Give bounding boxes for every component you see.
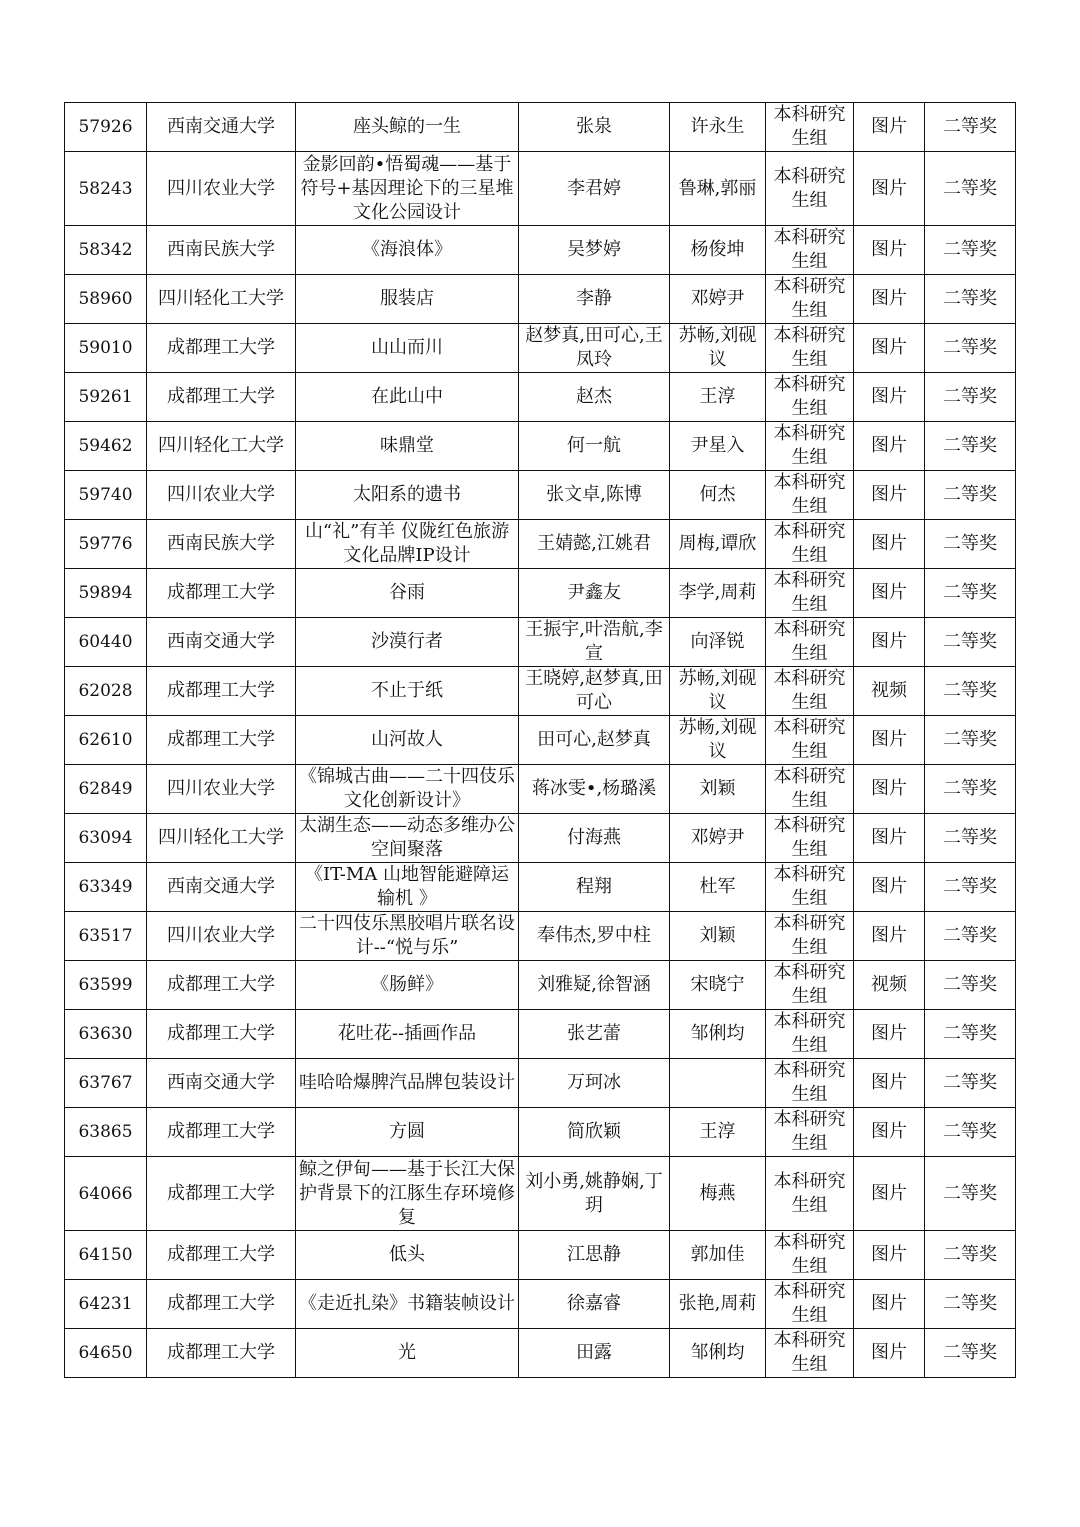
table-row — [65, 226, 1016, 275]
authors-cell: 田可心,赵梦真 — [519, 716, 670, 765]
group-cell: 本科研究生组 — [766, 1280, 854, 1329]
table-row — [65, 1059, 1016, 1108]
authors-cell: 徐嘉睿 — [519, 1280, 670, 1329]
award-cell: 二等奖 — [925, 422, 1016, 471]
advisor-cell: 刘颖 — [670, 765, 766, 814]
award-cell: 二等奖 — [925, 324, 1016, 373]
group-cell: 本科研究生组 — [766, 912, 854, 961]
school-cell: 四川农业大学 — [147, 912, 296, 961]
award-cell: 二等奖 — [925, 863, 1016, 912]
table-row — [65, 1329, 1016, 1378]
work-type-cell: 视频 — [854, 961, 925, 1010]
work-type-cell: 图片 — [854, 471, 925, 520]
work-type-cell: 图片 — [854, 324, 925, 373]
authors-cell: 程翔 — [519, 863, 670, 912]
work-title-cell: 山山而川 — [296, 324, 519, 373]
work-type-cell: 图片 — [854, 373, 925, 422]
group-cell: 本科研究生组 — [766, 961, 854, 1010]
award-cell: 二等奖 — [925, 618, 1016, 667]
award-cell: 二等奖 — [925, 1280, 1016, 1329]
school-cell: 四川农业大学 — [147, 765, 296, 814]
advisor-cell: 邹俐均 — [670, 1329, 766, 1378]
advisor-cell: 苏畅,刘砚议 — [670, 324, 766, 373]
authors-cell: 江思静 — [519, 1231, 670, 1280]
authors-cell: 李君婷 — [519, 152, 670, 226]
group-cell: 本科研究生组 — [766, 667, 854, 716]
authors-cell: 何一航 — [519, 422, 670, 471]
authors-cell: 王振宇,叶浩航,李宣 — [519, 618, 670, 667]
advisor-cell: 王淳 — [670, 373, 766, 422]
advisor-cell: 周梅,谭欣 — [670, 520, 766, 569]
advisor-cell: 苏畅,刘砚议 — [670, 667, 766, 716]
entry-id-cell: 58960 — [65, 275, 147, 324]
group-cell: 本科研究生组 — [766, 422, 854, 471]
work-title-cell: 不止于纸 — [296, 667, 519, 716]
group-cell: 本科研究生组 — [766, 226, 854, 275]
table-row — [65, 912, 1016, 961]
school-cell: 成都理工大学 — [147, 961, 296, 1010]
work-type-cell: 图片 — [854, 1157, 925, 1231]
work-title-cell: 方圆 — [296, 1108, 519, 1157]
authors-cell: 尹鑫友 — [519, 569, 670, 618]
work-title-cell: 鲸之伊甸——基于长江大保护背景下的江豚生存环境修复 — [296, 1157, 519, 1231]
work-type-cell: 图片 — [854, 1108, 925, 1157]
school-cell: 成都理工大学 — [147, 667, 296, 716]
school-cell: 成都理工大学 — [147, 324, 296, 373]
entry-id-cell: 59776 — [65, 520, 147, 569]
advisor-cell: 何杰 — [670, 471, 766, 520]
school-cell: 成都理工大学 — [147, 716, 296, 765]
award-table — [64, 102, 1016, 1378]
table-row — [65, 1108, 1016, 1157]
work-title-cell: 《走近扎染》书籍装帧设计 — [296, 1280, 519, 1329]
school-cell: 西南交通大学 — [147, 103, 296, 152]
authors-cell: 刘小勇,姚静娴,丁玥 — [519, 1157, 670, 1231]
award-cell: 二等奖 — [925, 373, 1016, 422]
table-row — [65, 103, 1016, 152]
school-cell: 成都理工大学 — [147, 1280, 296, 1329]
entry-id-cell: 63517 — [65, 912, 147, 961]
authors-cell: 付海燕 — [519, 814, 670, 863]
work-type-cell: 图片 — [854, 275, 925, 324]
school-cell: 四川轻化工大学 — [147, 275, 296, 324]
entry-id-cell: 59740 — [65, 471, 147, 520]
award-cell: 二等奖 — [925, 667, 1016, 716]
school-cell: 西南民族大学 — [147, 226, 296, 275]
work-title-cell: 《海浪体》 — [296, 226, 519, 275]
group-cell: 本科研究生组 — [766, 716, 854, 765]
group-cell: 本科研究生组 — [766, 152, 854, 226]
award-cell: 二等奖 — [925, 471, 1016, 520]
advisor-cell: 杨俊坤 — [670, 226, 766, 275]
authors-cell: 简欣颖 — [519, 1108, 670, 1157]
advisor-cell: 许永生 — [670, 103, 766, 152]
group-cell: 本科研究生组 — [766, 471, 854, 520]
table-row — [65, 520, 1016, 569]
school-cell: 成都理工大学 — [147, 1329, 296, 1378]
school-cell: 四川农业大学 — [147, 471, 296, 520]
work-title-cell: 二十四伎乐黑胶唱片联名设计--“悦与乐” — [296, 912, 519, 961]
work-type-cell: 图片 — [854, 1231, 925, 1280]
school-cell: 成都理工大学 — [147, 373, 296, 422]
authors-cell: 刘雅疑,徐智涵 — [519, 961, 670, 1010]
work-type-cell: 图片 — [854, 1059, 925, 1108]
advisor-cell: 尹星入 — [670, 422, 766, 471]
work-title-cell: 在此山中 — [296, 373, 519, 422]
work-type-cell: 图片 — [854, 1280, 925, 1329]
school-cell: 西南交通大学 — [147, 618, 296, 667]
work-title-cell: 沙漠行者 — [296, 618, 519, 667]
authors-cell: 吴梦婷 — [519, 226, 670, 275]
entry-id-cell: 59894 — [65, 569, 147, 618]
entry-id-cell: 57926 — [65, 103, 147, 152]
work-type-cell: 图片 — [854, 765, 925, 814]
authors-cell: 王婧懿,江姚君 — [519, 520, 670, 569]
group-cell: 本科研究生组 — [766, 103, 854, 152]
entry-id-cell: 63349 — [65, 863, 147, 912]
group-cell: 本科研究生组 — [766, 324, 854, 373]
table-row — [65, 471, 1016, 520]
group-cell: 本科研究生组 — [766, 520, 854, 569]
advisor-cell: 杜军 — [670, 863, 766, 912]
school-cell: 成都理工大学 — [147, 1108, 296, 1157]
entry-id-cell: 63599 — [65, 961, 147, 1010]
school-cell: 成都理工大学 — [147, 1157, 296, 1231]
work-title-cell: 座头鲸的一生 — [296, 103, 519, 152]
work-title-cell: 服装店 — [296, 275, 519, 324]
table-row — [65, 569, 1016, 618]
table-row — [65, 716, 1016, 765]
advisor-cell: 李学,周莉 — [670, 569, 766, 618]
school-cell: 四川农业大学 — [147, 152, 296, 226]
advisor-cell: 向泽锐 — [670, 618, 766, 667]
school-cell: 西南交通大学 — [147, 863, 296, 912]
entry-id-cell: 60440 — [65, 618, 147, 667]
group-cell: 本科研究生组 — [766, 1329, 854, 1378]
table-row — [65, 814, 1016, 863]
advisor-cell: 宋晓宁 — [670, 961, 766, 1010]
table-row — [65, 765, 1016, 814]
work-type-cell: 视频 — [854, 667, 925, 716]
group-cell: 本科研究生组 — [766, 618, 854, 667]
advisor-cell: 鲁琳,郭丽 — [670, 152, 766, 226]
table-row — [65, 863, 1016, 912]
work-title-cell: 太阳系的遗书 — [296, 471, 519, 520]
authors-cell: 奉伟杰,罗中柱 — [519, 912, 670, 961]
table-row — [65, 1231, 1016, 1280]
school-cell: 成都理工大学 — [147, 569, 296, 618]
award-cell: 二等奖 — [925, 1108, 1016, 1157]
work-title-cell: 味鼎堂 — [296, 422, 519, 471]
group-cell: 本科研究生组 — [766, 1108, 854, 1157]
work-title-cell: 金影回韵•悟蜀魂——基于符号+基因理论下的三星堆文化公园设计 — [296, 152, 519, 226]
advisor-cell — [670, 1059, 766, 1108]
entry-id-cell: 59010 — [65, 324, 147, 373]
authors-cell: 赵杰 — [519, 373, 670, 422]
entry-id-cell: 64650 — [65, 1329, 147, 1378]
award-cell: 二等奖 — [925, 716, 1016, 765]
advisor-cell: 邓婷尹 — [670, 275, 766, 324]
group-cell: 本科研究生组 — [766, 373, 854, 422]
entry-id-cell: 62028 — [65, 667, 147, 716]
work-title-cell: 谷雨 — [296, 569, 519, 618]
work-title-cell: 山“礼”有羊 仪陇红色旅游文化品牌IP设计 — [296, 520, 519, 569]
award-cell: 二等奖 — [925, 1329, 1016, 1378]
award-cell: 二等奖 — [925, 520, 1016, 569]
award-cell: 二等奖 — [925, 226, 1016, 275]
work-title-cell: 《锦城古曲——二十四伎乐文化创新设计》 — [296, 765, 519, 814]
authors-cell: 张艺蕾 — [519, 1010, 670, 1059]
table-row — [65, 152, 1016, 226]
work-type-cell: 图片 — [854, 618, 925, 667]
work-type-cell: 图片 — [854, 863, 925, 912]
authors-cell: 万珂冰 — [519, 1059, 670, 1108]
award-cell: 二等奖 — [925, 569, 1016, 618]
advisor-cell: 张艳,周莉 — [670, 1280, 766, 1329]
work-title-cell: 花吐花--插画作品 — [296, 1010, 519, 1059]
table-body — [65, 103, 1016, 1378]
work-type-cell: 图片 — [854, 1329, 925, 1378]
work-type-cell: 图片 — [854, 520, 925, 569]
advisor-cell: 苏畅,刘砚议 — [670, 716, 766, 765]
work-type-cell: 图片 — [854, 569, 925, 618]
work-type-cell: 图片 — [854, 103, 925, 152]
work-title-cell: 山河故人 — [296, 716, 519, 765]
entry-id-cell: 63865 — [65, 1108, 147, 1157]
school-cell: 西南民族大学 — [147, 520, 296, 569]
group-cell: 本科研究生组 — [766, 1231, 854, 1280]
advisor-cell: 郭加佳 — [670, 1231, 766, 1280]
authors-cell: 蒋冰雯•,杨璐溪 — [519, 765, 670, 814]
group-cell: 本科研究生组 — [766, 814, 854, 863]
award-cell: 二等奖 — [925, 961, 1016, 1010]
award-cell: 二等奖 — [925, 275, 1016, 324]
authors-cell: 王晓婷,赵梦真,田可心 — [519, 667, 670, 716]
award-cell: 二等奖 — [925, 1231, 1016, 1280]
award-cell: 二等奖 — [925, 1010, 1016, 1059]
table-row — [65, 373, 1016, 422]
advisor-cell: 邓婷尹 — [670, 814, 766, 863]
entry-id-cell: 63767 — [65, 1059, 147, 1108]
school-cell: 成都理工大学 — [147, 1010, 296, 1059]
award-cell: 二等奖 — [925, 1157, 1016, 1231]
entry-id-cell: 62849 — [65, 765, 147, 814]
authors-cell: 张文卓,陈博 — [519, 471, 670, 520]
entry-id-cell: 64231 — [65, 1280, 147, 1329]
work-type-cell: 图片 — [854, 912, 925, 961]
work-title-cell: 《肠鲜》 — [296, 961, 519, 1010]
advisor-cell: 刘颖 — [670, 912, 766, 961]
entry-id-cell: 63630 — [65, 1010, 147, 1059]
authors-cell: 李静 — [519, 275, 670, 324]
work-type-cell: 图片 — [854, 814, 925, 863]
work-type-cell: 图片 — [854, 1010, 925, 1059]
work-type-cell: 图片 — [854, 152, 925, 226]
entry-id-cell: 59462 — [65, 422, 147, 471]
award-cell: 二等奖 — [925, 912, 1016, 961]
award-cell: 二等奖 — [925, 103, 1016, 152]
entry-id-cell: 59261 — [65, 373, 147, 422]
award-cell: 二等奖 — [925, 152, 1016, 226]
group-cell: 本科研究生组 — [766, 275, 854, 324]
entry-id-cell: 58342 — [65, 226, 147, 275]
entry-id-cell: 63094 — [65, 814, 147, 863]
group-cell: 本科研究生组 — [766, 569, 854, 618]
work-type-cell: 图片 — [854, 716, 925, 765]
award-cell: 二等奖 — [925, 765, 1016, 814]
entry-id-cell: 64150 — [65, 1231, 147, 1280]
work-title-cell: 哇哈哈爆脾汽品牌包装设计 — [296, 1059, 519, 1108]
entry-id-cell: 64066 — [65, 1157, 147, 1231]
table-row — [65, 275, 1016, 324]
table-row — [65, 324, 1016, 373]
table-row — [65, 667, 1016, 716]
group-cell: 本科研究生组 — [766, 863, 854, 912]
work-title-cell: 太湖生态——动态多维办公空间聚落 — [296, 814, 519, 863]
advisor-cell: 梅燕 — [670, 1157, 766, 1231]
work-title-cell: 《IT-MA 山地智能避障运输机 》 — [296, 863, 519, 912]
table-row — [65, 1010, 1016, 1059]
school-cell: 四川轻化工大学 — [147, 422, 296, 471]
award-cell: 二等奖 — [925, 814, 1016, 863]
table-row — [65, 961, 1016, 1010]
table-row — [65, 1280, 1016, 1329]
entry-id-cell: 58243 — [65, 152, 147, 226]
table-row — [65, 1157, 1016, 1231]
advisor-cell: 邹俐均 — [670, 1010, 766, 1059]
school-cell: 西南交通大学 — [147, 1059, 296, 1108]
group-cell: 本科研究生组 — [766, 765, 854, 814]
work-title-cell: 低头 — [296, 1231, 519, 1280]
school-cell: 成都理工大学 — [147, 1231, 296, 1280]
group-cell: 本科研究生组 — [766, 1059, 854, 1108]
table-row — [65, 618, 1016, 667]
work-type-cell: 图片 — [854, 226, 925, 275]
table-row — [65, 422, 1016, 471]
entry-id-cell: 62610 — [65, 716, 147, 765]
advisor-cell: 王淳 — [670, 1108, 766, 1157]
authors-cell: 田露 — [519, 1329, 670, 1378]
work-title-cell: 光 — [296, 1329, 519, 1378]
group-cell: 本科研究生组 — [766, 1010, 854, 1059]
work-type-cell: 图片 — [854, 422, 925, 471]
authors-cell: 赵梦真,田可心,王凤玲 — [519, 324, 670, 373]
group-cell: 本科研究生组 — [766, 1157, 854, 1231]
authors-cell: 张泉 — [519, 103, 670, 152]
award-cell: 二等奖 — [925, 1059, 1016, 1108]
school-cell: 四川轻化工大学 — [147, 814, 296, 863]
